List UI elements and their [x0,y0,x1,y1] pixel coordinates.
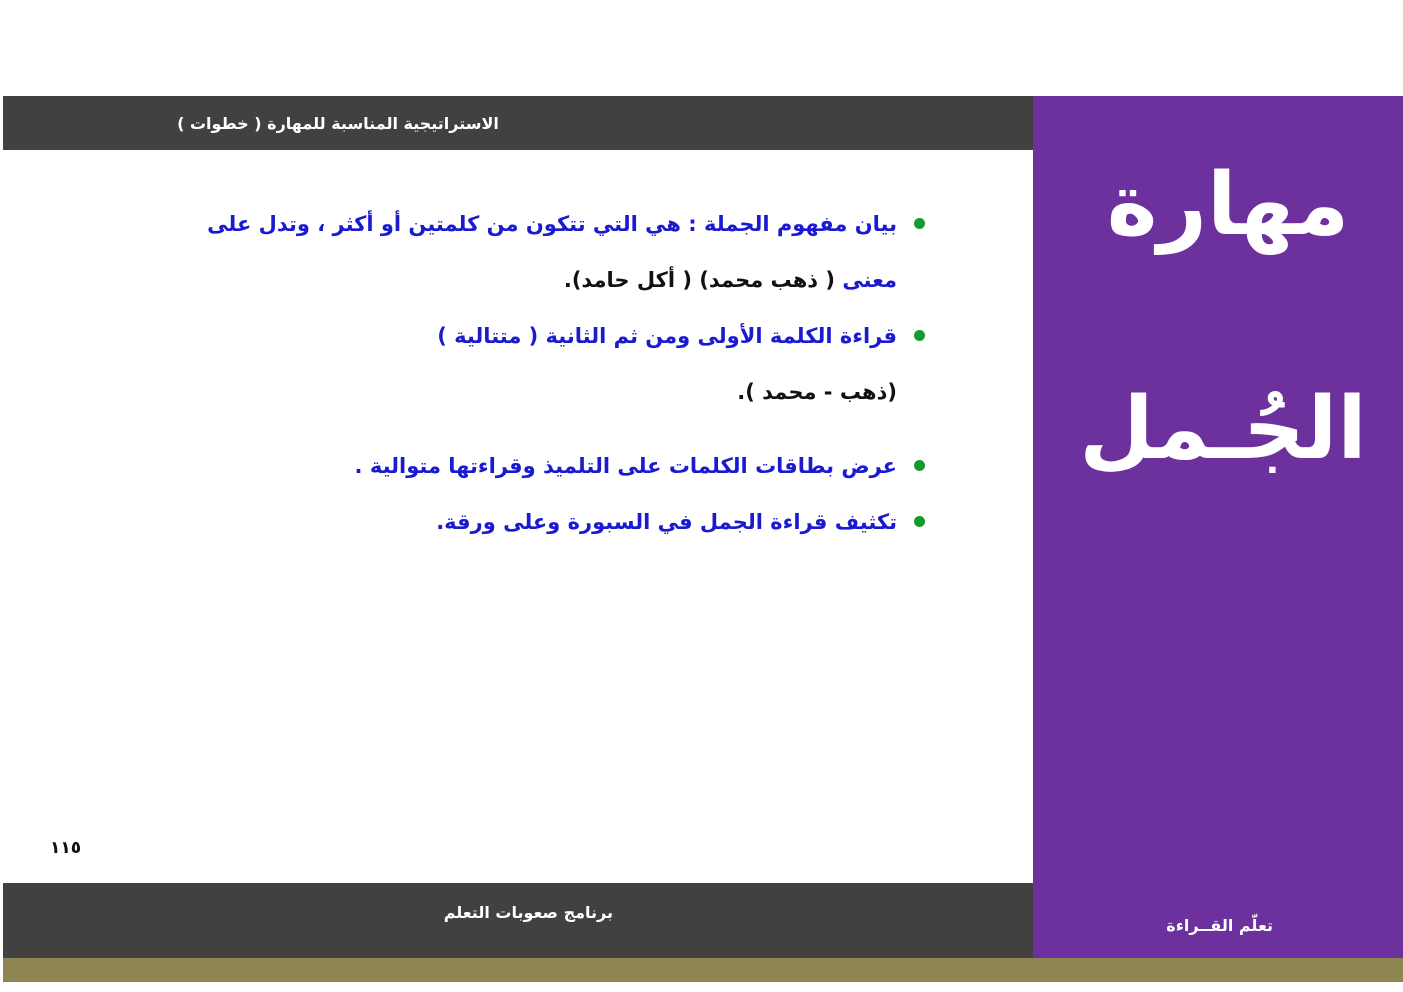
list-item-text: عرض بطاقات الكلمات على التلميذ وقراءتها متوالية . [354,454,897,478]
skill-title-line1: مهارة [1106,155,1350,255]
list-item [160,196,925,308]
list-item [160,494,925,550]
bottom-stripe [3,958,1403,982]
bullet-icon [914,460,925,471]
page-number: ١١٥ [50,838,82,858]
side-footer-label: تعلّم القــراءة [1166,916,1273,935]
program-title: برنامج صعوبات التعلم [443,903,613,922]
skill-title-line2: الجُـمل [1079,379,1367,479]
list-item-example: (ذهب - محمد ). [737,380,897,404]
header-bar [3,96,1033,150]
strategy-steps-list [160,196,925,550]
bullet-icon [914,218,925,229]
side-panel [1033,96,1403,958]
header-title: الاستراتيجية المناسبة للمهارة ( خطوات ) [177,113,499,133]
bullet-icon [914,330,925,341]
bullet-icon [914,516,925,527]
list-item-text: تكثيف قراءة الجمل في السبورة وعلى ورقة. [436,510,897,534]
list-item [160,438,925,494]
list-item-example: ( ذهب محمد) ( أكل حامد). [563,268,843,292]
list-item [160,308,925,420]
footer-bar [3,883,1033,958]
list-item-text: بيان مفهوم الجملة : هي التي تتكون من كلمتين أو أكثر ، وتدل على معنى [207,212,897,292]
list-item-text: قراءة الكلمة الأولى ومن ثم الثانية ( متتالية ) [437,324,897,348]
